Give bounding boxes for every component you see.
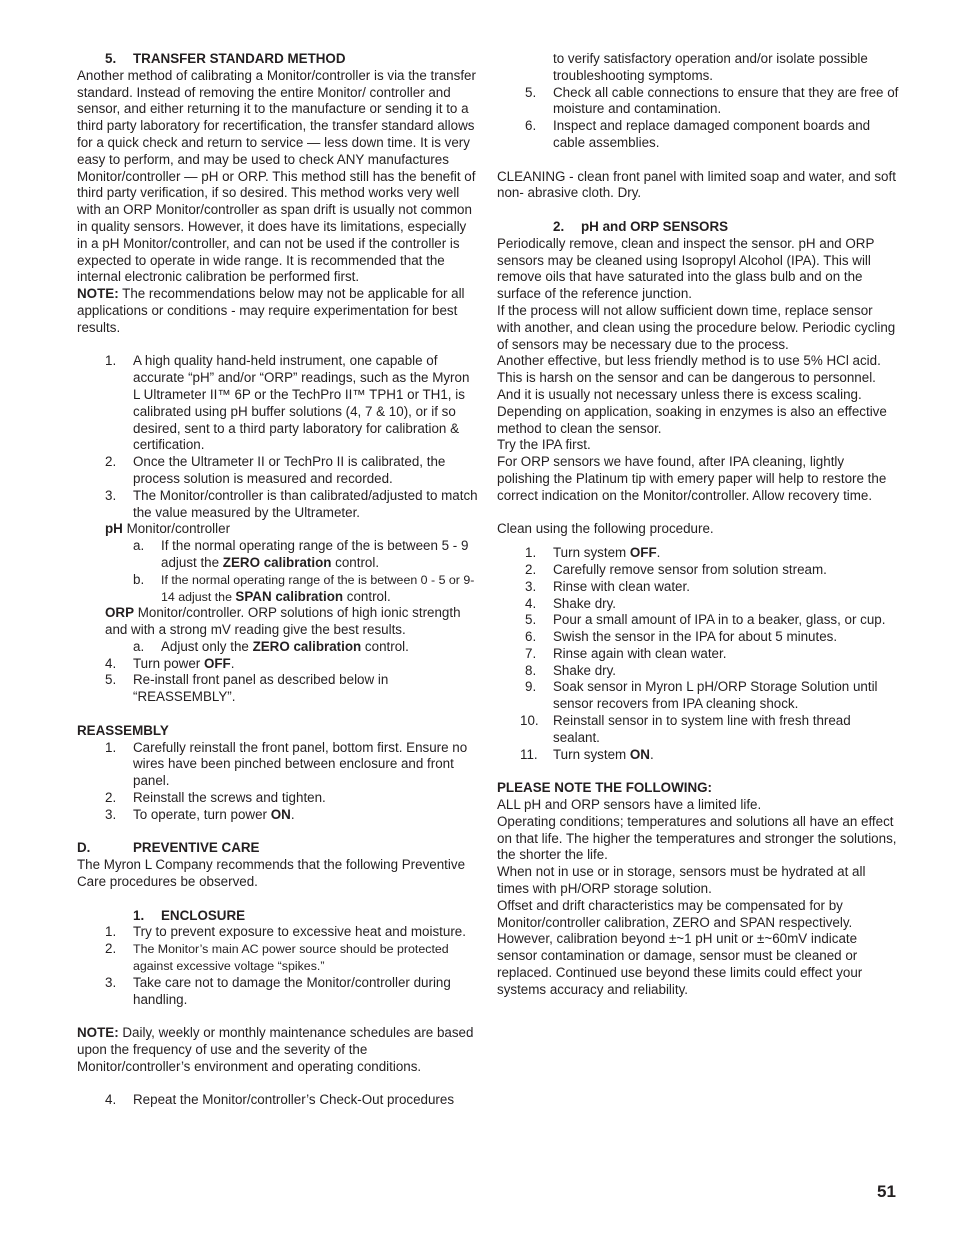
list-item: 1. Carefully reinstall the front panel, bottom first. Ensure no wires have been pinched between enclosure and front panel. xyxy=(105,739,468,789)
list-item: 7. Rinse again with clean water. xyxy=(525,645,727,661)
section-5-heading: 5. TRANSFER STANDARD METHOD xyxy=(105,51,346,66)
list-item: 2. Once the Ultrameter II or TechPro II is calibrated, the process solution is measured and recorded. xyxy=(105,454,446,486)
section-2-heading: 2. pH and ORP SENSORS xyxy=(553,218,729,234)
list-item: 1. Turn system OFF. xyxy=(525,545,661,561)
list-item: 4. Repeat the Monitor/controller’s Check-Out procedures xyxy=(105,1092,455,1108)
enclosure-heading: 1. ENCLOSURE xyxy=(133,907,246,923)
reassembly-heading: REASSEMBLY xyxy=(77,722,169,738)
sensor-paragraph-5: Try the IPA first. xyxy=(497,437,591,453)
list-item: 10. Reinstall sensor in to system line with fresh thread sealant. xyxy=(520,713,851,745)
list-item: 3. Rinse with clean water. xyxy=(525,578,690,594)
note-line-1: ALL pH and ORP sensors have a limited life. xyxy=(497,797,762,813)
ph-monitor-label: pH Monitor/controller xyxy=(105,521,231,537)
sensor-paragraph-1: Periodically remove, clean and inspect the sensor. pH and ORP sensors may be cleaned using Isopropyl Alcohol (IPA). This will remove oils that have saturated into the glass bulb and on the surface of the reference junction. xyxy=(497,235,875,302)
list-item: 9. Soak sensor in Myron L pH/ORP Storage Solution until sensor recovers from IPA cleaning shock. xyxy=(525,679,878,712)
please-note-heading: PLEASE NOTE THE FOLLOWING: xyxy=(497,780,712,796)
right-column xyxy=(497,51,899,999)
list-item: 2. The Monitor’s main AC power source should be protected against excessive voltage “spikes.” xyxy=(105,941,449,974)
note-paragraph-2: NOTE: Daily, weekly or monthly maintenance schedules are based upon the frequency of use and the severity of the Monitor/controller’s environment and operating conditions. xyxy=(77,1025,474,1074)
list-item: 11. Turn system ON. xyxy=(520,746,654,762)
list-item: 3. Take care not to damage the Monitor/controller during handling. xyxy=(105,974,451,1007)
list-item: 2. Carefully remove sensor from solution stream. xyxy=(525,561,827,577)
list-item: 6. Inspect and replace damaged component boards and cable assemblies. xyxy=(525,118,871,150)
note-paragraph-1: NOTE: The recommendations below may not be applicable for all applications or conditions - may require experimentation for best results. xyxy=(77,286,465,335)
list-item: 3. To operate, turn power ON. xyxy=(105,806,295,822)
sensor-paragraph-3: Another effective, but less friendly method is to use 5% HCl acid. This is harsh on the sensor and can be dangerous to personnel. And it is usually not necessary unless there is excess scaling. xyxy=(497,353,881,402)
list-item: 3. The Monitor/controller is than calibrated/adjusted to match the value measured by the Ultrameter. xyxy=(105,487,478,520)
orp-monitor-label: ORP Monitor/controller. ORP solutions of high ionic strength and with a strong mV reading give the best results. xyxy=(105,605,461,638)
list-item: 4. Shake dry. xyxy=(525,595,617,611)
list-item: 5. Pour a small amount of IPA in to a beaker, glass, or cup. xyxy=(525,612,886,628)
list-item: 1. A high quality hand-held instrument, one capable of accurate “pH” and/or “ORP” readings, such as the Myron L Ultrameter II™ 6P or the TechPro II™ TPH1 or TH1, is calibrated using pH buffer solutions (4, 7 & 10), or if so desired, sent to a third party laboratory for calibration & certification. xyxy=(105,353,470,453)
page-number: 51 xyxy=(877,1182,896,1201)
procedure-intro: Clean using the following procedure. xyxy=(497,521,714,537)
section-5-title: TRANSFER STANDARD METHOD xyxy=(133,51,346,66)
left-column xyxy=(77,51,478,1109)
list-item: 4. Turn power OFF. xyxy=(105,655,235,671)
list-item: 6. Swish the sensor in the IPA for about 5 minutes. xyxy=(525,629,838,645)
list-item: a. If the normal operating range of the is between 5 - 9 adjust the ZERO calibration control. xyxy=(133,538,469,570)
cleaning-paragraph: CLEANING - clean front panel with limited soap and water, and soft non- abrasive cloth. Dry. xyxy=(497,168,896,201)
note-label: NOTE: xyxy=(77,286,119,302)
note-line-2: Operating conditions; temperatures and solutions all have an effect on that life. The higher the temperatures and stronger the solutions, the shorter the life. xyxy=(497,813,897,863)
sensor-paragraph-2: If the process will not allow sufficient down time, replace sensor with another, and clean using the procedure below. Periodic cycling of sensors may be necessary due to the process. xyxy=(497,302,896,352)
list-item: 5. Check all cable connections to ensure that they are free of moisture and contamination. xyxy=(525,84,899,117)
section-d-title: PREVENTIVE CARE xyxy=(133,840,260,856)
list-item: b. If the normal operating range of the is between 0 - 5 or 9-14 adjust the SPAN calibration control. xyxy=(133,571,475,604)
list-item: 2. Reinstall the screws and tighten. xyxy=(105,790,326,806)
preventive-care-paragraph: The Myron L Company recommends that the following Preventive Care procedures be observed. xyxy=(77,857,466,890)
list-item: 5. Re-install front panel as described below in “REASSEMBLY”. xyxy=(105,672,389,705)
note-line-3: When not in use or in storage, sensors must be hydrated at all times with pH/ORP storage solution. xyxy=(497,864,866,897)
sensor-paragraph-4: Depending on application, soaking in enzymes is also an effective method to clean the sensor. xyxy=(497,403,887,436)
list-item: a. Adjust only the ZERO calibration control. xyxy=(133,638,409,654)
list-item: 1. Try to prevent exposure to excessive heat and moisture. xyxy=(105,924,466,940)
sensor-paragraph-6: For ORP sensors we have found, after IPA cleaning, lightly polishing the Platinum tip with emery paper will help to restore the correct indication on the Monitor/controller. Allow recovery time. xyxy=(497,454,887,503)
section-d-heading: D. PREVENTIVE CARE xyxy=(77,840,260,856)
list-item: 8. Shake dry. xyxy=(525,662,617,678)
list-item-continuation: to verify satisfactory operation and/or isolate possible troubleshooting symptoms. xyxy=(553,51,868,83)
transfer-standard-paragraph: Another method of calibrating a Monitor/controller is via the transfer standard. Instead of removing the entire Monitor/ controller and sensor, and either returning it to the manufacture or sending it to a third party laboratory for recertification, the transfer standard allows for a quick check and return to service — less down time. It is very easy to perform, and may be used to check ANY manufactures Monitor/controller — pH or ORP. This method still has the benefit of third party verification, if so desired. This method works very well with an ORP Monitor/controller as span drift is usually not common in quality sensors. However, it does have its limitations, especially in a pH Monitor/controller, and can not be used if the controller is expected to operate in wide range. It is recommended that the internal electronic calibration be performed first. xyxy=(77,67,476,285)
note-line-4: Offset and drift characteristics may be compensated for by Monitor/controller calibration, ZERO and SPAN respectively. However, calibration beyond ±~1 pH unit or ±~60mV indicate sensor contamination or damage, sensor must be cleaned or replaced. Continued use beyond these limits could effect your systems accuracy and reliability. xyxy=(497,897,863,997)
